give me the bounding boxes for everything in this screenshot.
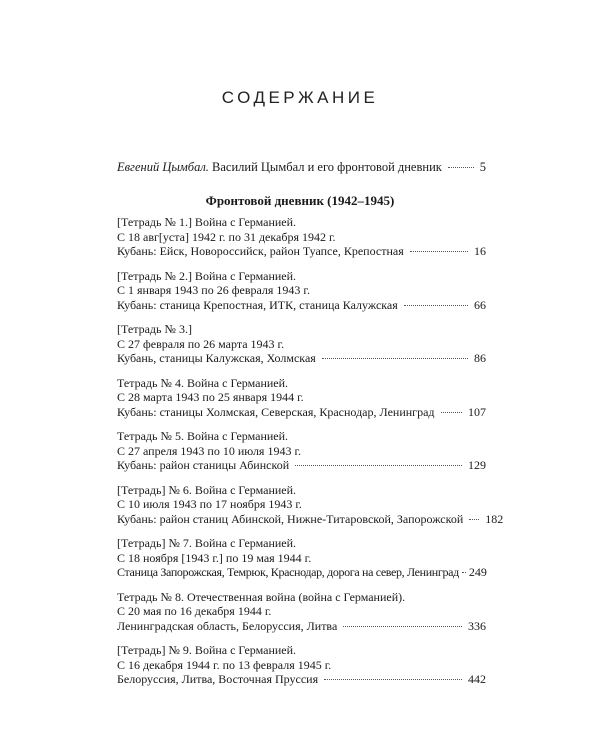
entry-dates: С 16 декабря 1944 г. по 13 февраля 1945 г. bbox=[117, 657, 332, 672]
dot-leader bbox=[343, 626, 462, 627]
entry-location: Кубань: станицы Холмская, Северская, Краснодар, Ленинград bbox=[117, 404, 435, 419]
dot-leader bbox=[441, 412, 462, 413]
entry-notebook: [Тетрадь № 2.] Война с Германией. bbox=[117, 268, 297, 283]
dot-leader bbox=[410, 251, 468, 252]
dot-leader bbox=[404, 305, 468, 306]
entry-page-number: 442 bbox=[468, 672, 486, 686]
entry-location: Кубань: станица Крепостная, ИТК, станица Калужская bbox=[117, 297, 398, 312]
entry-dates: С 18 авг[уста] 1942 г. по 31 декабря 1942 г. bbox=[117, 229, 336, 244]
entry-page-number: 107 bbox=[468, 404, 486, 419]
entry-dates: С 27 апреля 1943 по 10 июля 1943 г. bbox=[117, 443, 302, 458]
intro-page-number: 5 bbox=[479, 160, 486, 174]
entry-location-row bbox=[117, 351, 486, 366]
entry-dates: С 28 марта 1943 по 25 января 1944 г. bbox=[117, 390, 304, 404]
entry-page-number: 249 bbox=[468, 565, 487, 579]
entry-location: Станица Запорожская, Темрюк, Краснодар, дорога на север, Ленинград bbox=[117, 565, 459, 579]
dot-leader bbox=[462, 572, 466, 573]
entry-location: Кубань: район станицы Абинской bbox=[117, 458, 290, 472]
entry-dates: С 1 января 1943 по 26 февраля 1943 г. bbox=[117, 283, 310, 297]
entry-notebook: [Тетрадь] № 7. Война с Германией. bbox=[117, 536, 297, 550]
toc-entry-1[interactable] bbox=[117, 215, 486, 259]
toc-entry-4[interactable] bbox=[117, 376, 486, 420]
entry-notebook: Тетрадь № 5. Война с Германией. bbox=[117, 429, 289, 443]
entry-notebook: [Тетрадь № 1.] Война с Германией. bbox=[117, 215, 297, 229]
entry-location-row bbox=[117, 458, 486, 473]
entry-location-row bbox=[117, 565, 486, 580]
entry-location-row bbox=[117, 511, 504, 527]
entry-notebook: [Тетрадь № 3.] bbox=[117, 322, 192, 336]
entry-location: Кубань: район станиц Абинской, Нижне-Титаровской, Запорожской bbox=[117, 511, 464, 526]
entry-dates: С 18 ноября [1943 г.] по 19 мая 1944 г. bbox=[117, 550, 312, 565]
toc-entry-3[interactable] bbox=[117, 322, 486, 366]
entry-notebook: [Тетрадь] № 9. Война с Германией. bbox=[117, 643, 297, 657]
entry-dates: С 20 мая по 16 декабря 1944 г. bbox=[117, 604, 272, 618]
dot-leader bbox=[322, 358, 468, 359]
entry-page-number: 86 bbox=[474, 351, 486, 365]
entry-location: Кубань, станицы Калужская, Холмская bbox=[117, 351, 316, 365]
toc-intro-entry[interactable] bbox=[117, 160, 486, 175]
dot-leader bbox=[469, 519, 479, 520]
entry-location-row bbox=[117, 619, 486, 634]
entry-notebook: [Тетрадь] № 6. Война с Германией. bbox=[117, 482, 297, 497]
section-heading: Фронтовой дневник (1942–1945) bbox=[205, 193, 395, 208]
entry-page-number: 129 bbox=[468, 458, 486, 472]
entry-notebook: Тетрадь № 4. Война с Германией. bbox=[117, 375, 289, 390]
toc-entries bbox=[117, 215, 504, 697]
intro-text bbox=[117, 160, 442, 175]
entry-page-number: 336 bbox=[468, 618, 486, 633]
page-title: СОДЕРЖАНИЕ bbox=[221, 88, 379, 107]
entry-dates: С 27 февраля по 26 марта 1943 г. bbox=[117, 336, 285, 351]
toc-entry-6[interactable] bbox=[117, 482, 504, 527]
entry-location-row bbox=[117, 244, 486, 259]
dot-leader bbox=[295, 465, 462, 466]
entry-location: Ленинградская область, Белоруссия, Литва bbox=[117, 618, 338, 633]
toc-entry-5[interactable] bbox=[117, 429, 486, 473]
toc-entry-2[interactable] bbox=[117, 269, 486, 313]
entry-page-number: 16 bbox=[474, 244, 486, 258]
entry-location-row bbox=[117, 298, 486, 313]
intro-title: Василий Цымбал и его фронтовой дневник bbox=[208, 160, 442, 174]
dot-leader bbox=[448, 167, 474, 168]
toc-entry-9[interactable] bbox=[117, 643, 486, 687]
entry-location: Белоруссия, Литва, Восточная Пруссия bbox=[117, 672, 319, 686]
entry-page-number: 66 bbox=[474, 297, 486, 312]
intro-author: Евгений Цымбал. bbox=[117, 160, 209, 174]
entry-notebook: Тетрадь № 8. Отечественная война (война с Германией). bbox=[117, 589, 406, 604]
entry-page-number: 182 bbox=[485, 511, 504, 526]
toc-entry-8[interactable] bbox=[117, 590, 486, 634]
entry-location-row bbox=[117, 672, 486, 687]
toc-entry-7[interactable] bbox=[117, 536, 486, 580]
entry-location-row bbox=[117, 405, 486, 420]
entry-dates: С 10 июля 1943 по 17 ноября 1943 г. bbox=[117, 497, 302, 511]
dot-leader bbox=[324, 679, 462, 680]
entry-location: Кубань: Ейск, Новороссийск, район Туапсе, Крепостная bbox=[117, 244, 404, 258]
